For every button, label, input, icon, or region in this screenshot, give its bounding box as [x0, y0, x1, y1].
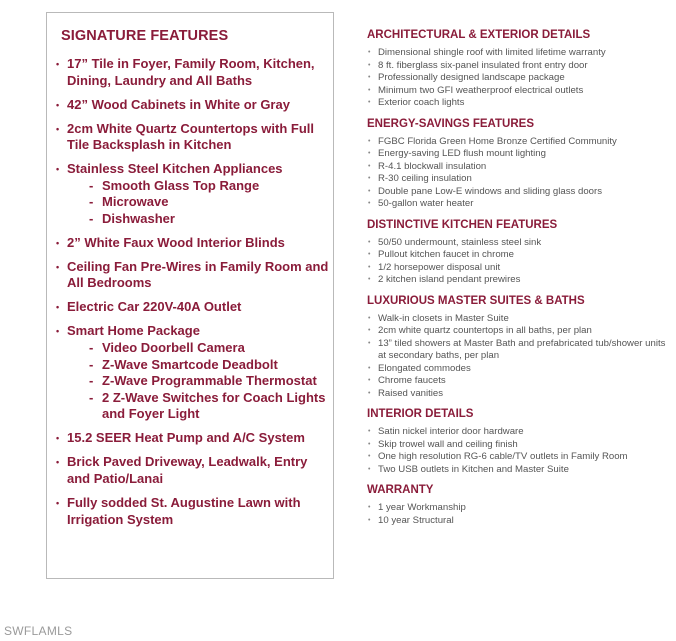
signature-feature-sublist [67, 340, 331, 423]
section-list-item: • R-4.1 blockwall insulation [367, 161, 667, 174]
section-list-item: • Pullout kitchen faucet in chrome [367, 249, 667, 262]
signature-feature-item [55, 299, 331, 316]
signature-feature-text: 2” White Faux Wood Interior Blinds [67, 234, 285, 250]
section-list-item: • Two USB outlets in Kitchen and Master Suite [367, 464, 667, 477]
section-title: ARCHITECTURAL & EXTERIOR DETAILS [367, 29, 591, 41]
signature-features-title: SIGNATURE FEATURES [61, 28, 229, 44]
signature-feature-text: Fully sodded St. Augustine Lawn with Irrigation System [67, 494, 301, 527]
signature-feature-subitem: - Smooth Glass Top Range [89, 178, 331, 195]
section-title: INTERIOR DETAILS [367, 408, 474, 420]
section-list [367, 313, 667, 401]
signature-features-list [55, 56, 331, 536]
signature-feature-text: Ceiling Fan Pre-Wires in Family Room and All Bedrooms [67, 258, 329, 291]
section-list [367, 237, 667, 287]
signature-feature-item [55, 323, 331, 423]
signature-feature-item [55, 161, 331, 227]
signature-feature-text: Stainless Steel Kitchen Appliances [67, 161, 283, 177]
feature-section [367, 117, 667, 211]
section-list-item: • 1 year Workmanship [367, 502, 667, 515]
signature-feature-item [55, 56, 331, 89]
signature-feature-subitem: - Dishwasher [89, 211, 331, 228]
signature-feature-subitem: - Z-Wave Smartcode Deadbolt [89, 357, 331, 374]
section-list-item: • Raised vanities [367, 388, 667, 401]
feature-section [367, 28, 667, 110]
section-list-item: • R-30 ceiling insulation [367, 173, 667, 186]
section-list-item: • Exterior coach lights [367, 97, 667, 110]
section-list-item: • Double pane Low-E windows and sliding glass doors [367, 186, 667, 199]
signature-feature-item [55, 495, 331, 528]
feature-section [367, 218, 667, 287]
section-list-item: • 8 ft. fiberglass six-panel insulated front entry door [367, 60, 667, 73]
section-list-item: • 1/2 horsepower disposal unit [367, 262, 667, 275]
signature-feature-item [55, 235, 331, 252]
section-list-item: • FGBC Florida Green Home Bronze Certified Community [367, 136, 667, 149]
signature-feature-item [55, 259, 331, 292]
feature-section [367, 407, 667, 476]
signature-feature-item [55, 454, 331, 487]
section-list-item: • 50-gallon water heater [367, 198, 667, 211]
signature-feature-item [55, 121, 331, 154]
section-list-item: • Minimum two GFI weatherproof electrical outlets [367, 85, 667, 98]
section-title: DISTINCTIVE KITCHEN FEATURES [367, 218, 558, 231]
signature-feature-text: 2cm White Quartz Countertops with Full Tile Backsplash in Kitchen [67, 120, 314, 153]
section-title: WARRANTY [367, 484, 434, 496]
section-list-item: • 2cm white quartz countertops in all baths, per plan [367, 325, 667, 338]
signature-feature-text: 15.2 SEER Heat Pump and A/C System [67, 430, 305, 446]
section-list [367, 426, 667, 476]
section-title: ENERGY-SAVINGS FEATURES [367, 117, 534, 130]
feature-sections [367, 28, 667, 534]
section-list [367, 502, 667, 527]
section-list-item: • Chrome faucets [367, 375, 667, 388]
watermark: SWFLAMLS [4, 624, 73, 638]
signature-feature-text: Smart Home Package [67, 323, 200, 339]
signature-feature-text: 42” Wood Cabinets in White or Gray [67, 96, 290, 112]
signature-feature-subitem: - 2 Z-Wave Switches for Coach Lights and Foyer Light [89, 390, 331, 423]
section-list-item: • 13” tiled showers at Master Bath and prefabricated tub/shower units at secondary baths, per plan [367, 338, 667, 363]
signature-feature-subitem: - Z-Wave Programmable Thermostat [89, 373, 331, 390]
section-list-item: • 10 year Structural [367, 515, 667, 528]
section-list-item: • Elongated commodes [367, 363, 667, 376]
section-title: LUXURIOUS MASTER SUITES & BATHS [367, 294, 585, 307]
signature-feature-text: 17” Tile in Foyer, Family Room, Kitchen, Dining, Laundry and All Baths [67, 56, 315, 88]
section-list-item: • Skip trowel wall and ceiling finish [367, 439, 667, 452]
signature-feature-subitem: - Video Doorbell Camera [89, 340, 331, 357]
section-list-item: • Energy-saving LED flush mount lighting [367, 148, 667, 161]
feature-section [367, 294, 667, 401]
section-list [367, 47, 667, 110]
section-list-item: • Satin nickel interior door hardware [367, 426, 667, 439]
section-list-item: • Dimensional shingle roof with limited lifetime warranty [367, 47, 667, 60]
signature-feature-sublist [67, 178, 331, 228]
signature-feature-subitem: - Microwave [89, 194, 331, 211]
section-list-item: • One high resolution RG-6 cable/TV outlets in Family Room [367, 451, 667, 464]
section-list-item: • Professionally designed landscape package [367, 72, 667, 85]
section-list-item: • 2 kitchen island pendant prewires [367, 274, 667, 287]
section-list-item: • Walk-in closets in Master Suite [367, 313, 667, 326]
signature-feature-item [55, 97, 331, 114]
section-list-item: • 50/50 undermount, stainless steel sink [367, 237, 667, 250]
section-list [367, 136, 667, 211]
signature-feature-item [55, 430, 331, 447]
signature-feature-text: Brick Paved Driveway, Leadwalk, Entry and Patio/Lanai [67, 454, 308, 486]
signature-feature-text: Electric Car 220V-40A Outlet [67, 299, 242, 315]
feature-section [367, 483, 667, 527]
